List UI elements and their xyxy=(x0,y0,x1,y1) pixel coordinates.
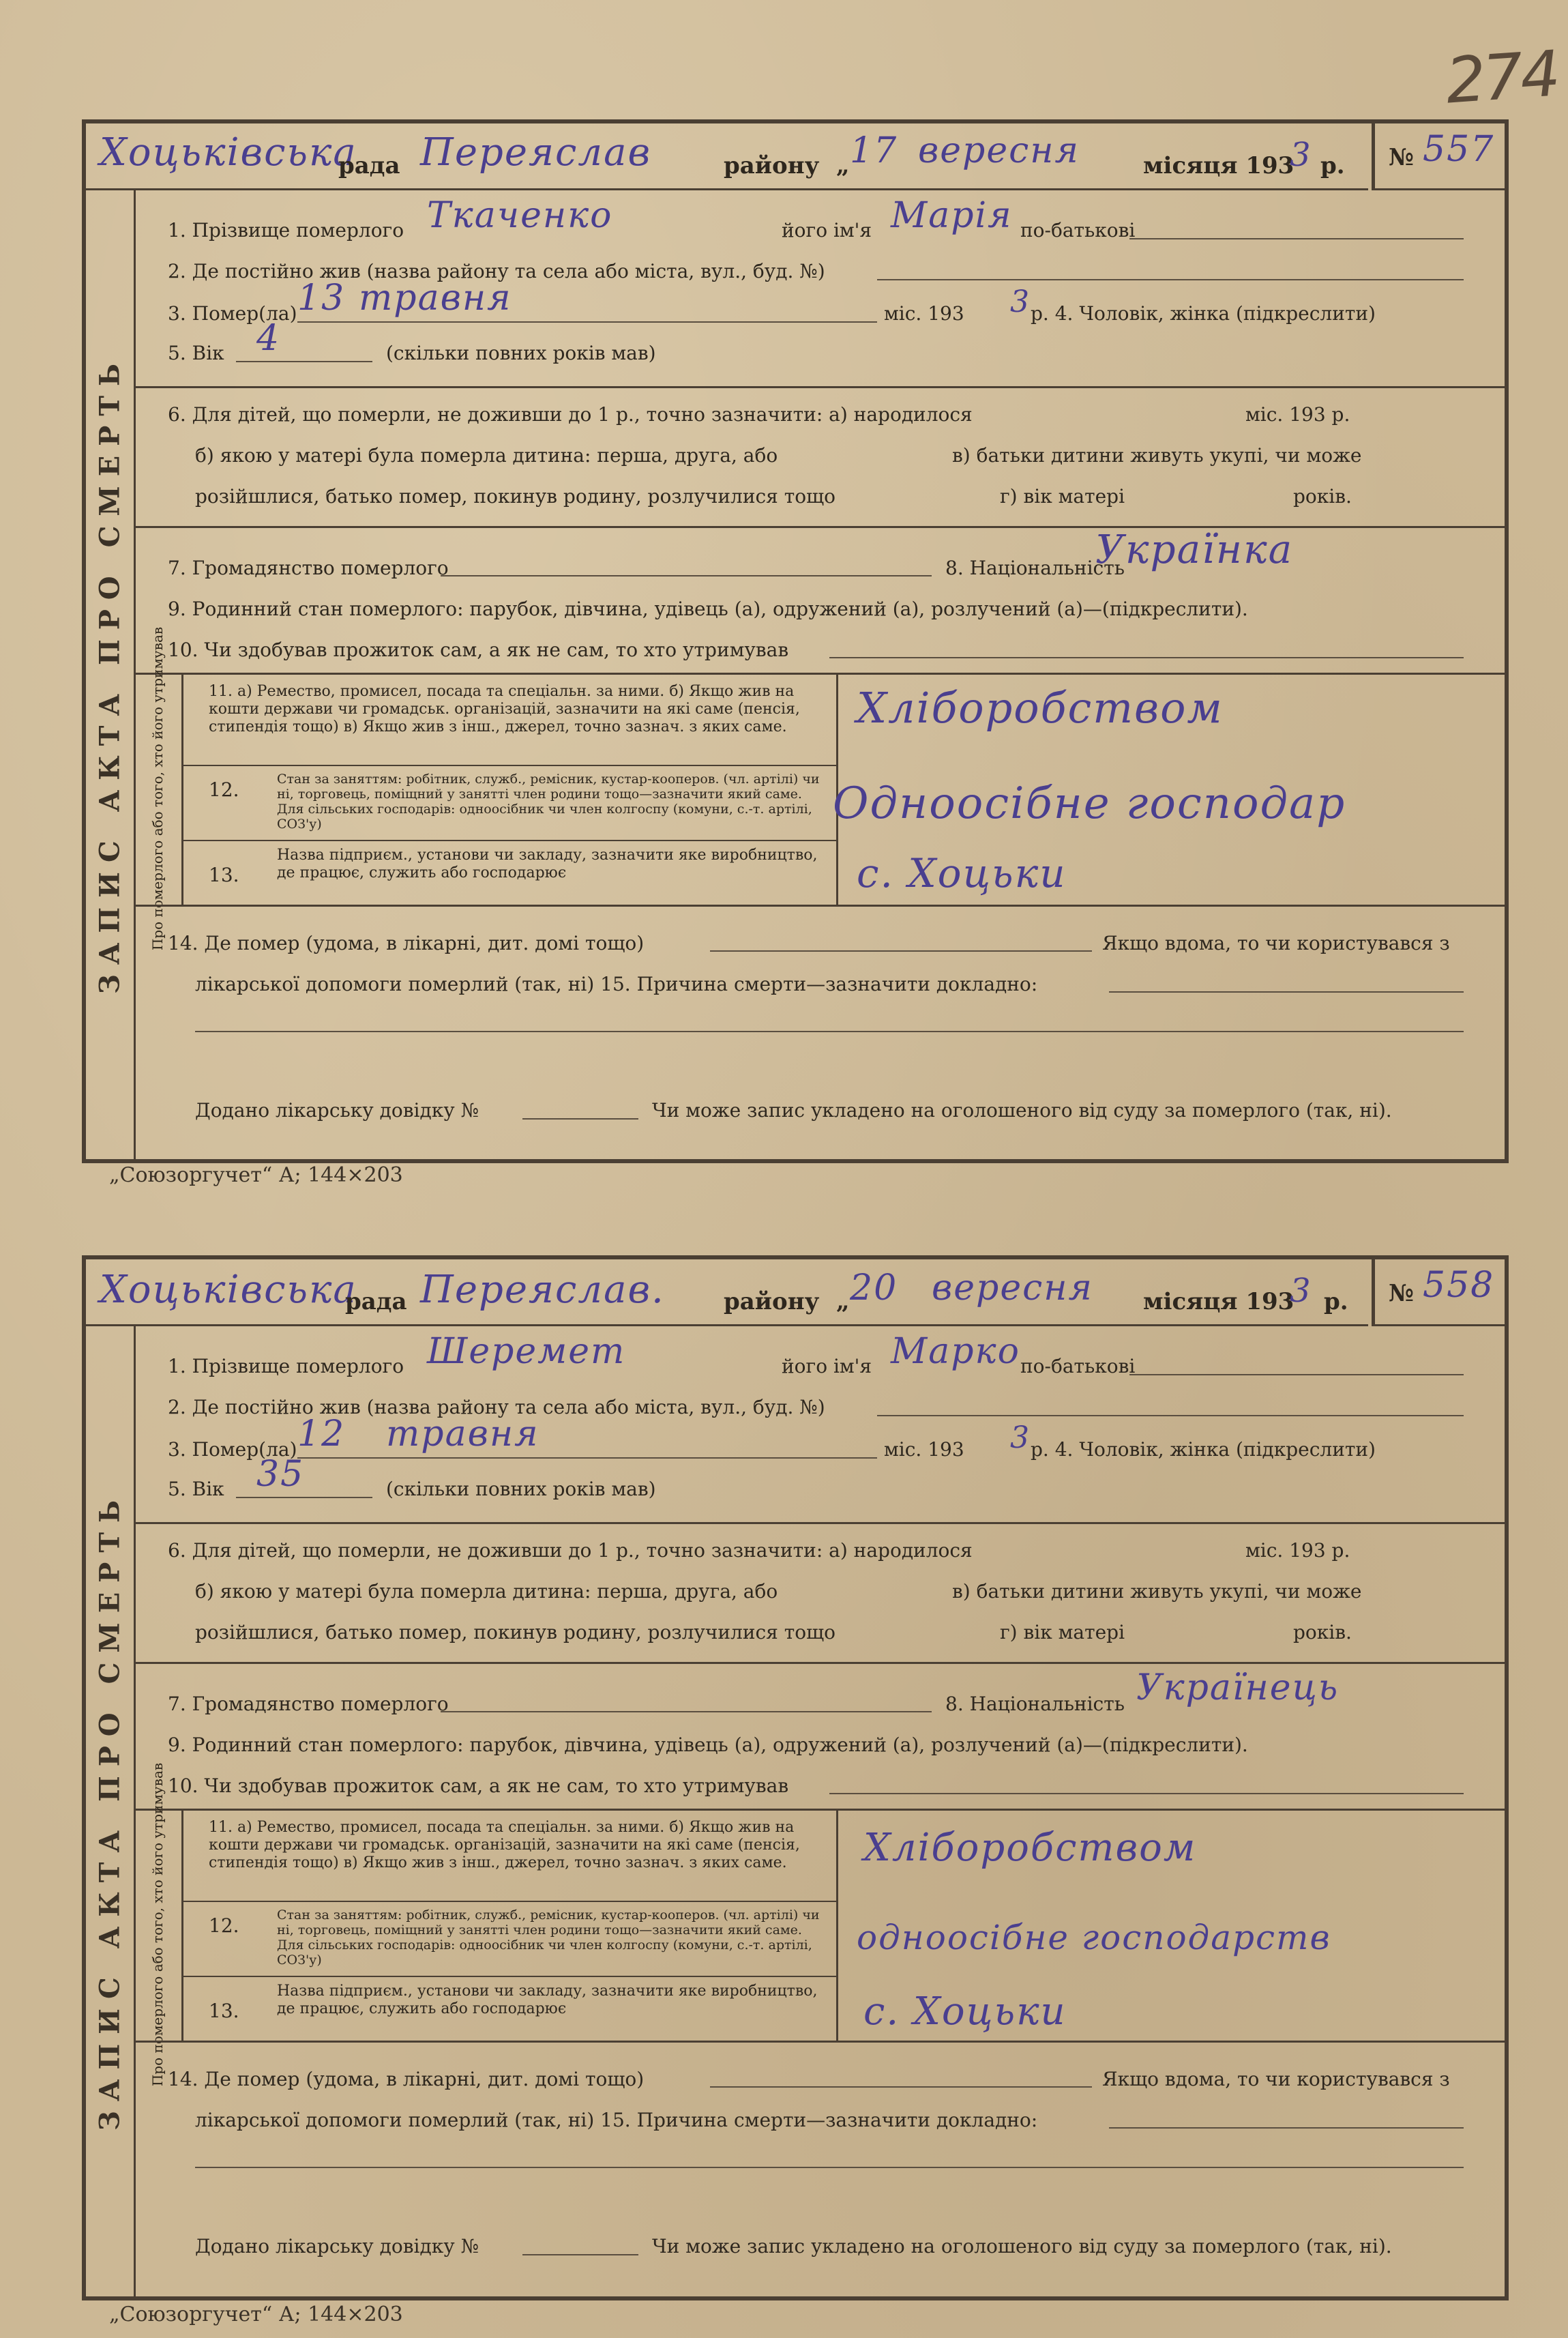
label-child-order: б) якою у матері була померла дитина: перша, друга, або xyxy=(195,1580,778,1603)
label-sex: р. 4. Чоловік, жінка (підкреслити) xyxy=(1031,1438,1376,1461)
label-children-born: 6. Для дітей, що померли, не доживши до 1 р., точно зазначити: а) народилося xyxy=(168,1539,973,1562)
label-children-born: 6. Для дітей, що померли, не доживши до 1 р., точно зазначити: а) народилося xyxy=(168,403,973,426)
side-small-note: Про померлого або того, хто його утримував xyxy=(149,626,166,951)
label-row-13: 13. xyxy=(209,864,239,886)
label-court: Чи може запис укладено на оголошеного від суду за померлого (так, ні). xyxy=(652,2235,1392,2257)
death-year: 3 xyxy=(1010,1420,1031,1455)
status-value: Одноосібне господар xyxy=(833,778,1346,829)
record-number: 557 xyxy=(1423,129,1495,170)
date-month: вересня xyxy=(918,130,1080,171)
nationality-value: Українка xyxy=(1095,526,1294,572)
label-marital: 9. Родинний стан померлого: парубок, дівчина, удівець (а), одружений (а), розлучений (а)—(підкреслити). xyxy=(168,598,1248,620)
label-at-home: Якщо вдома, то чи користувався з xyxy=(1102,2068,1450,2090)
label-years: років. xyxy=(1293,1621,1352,1643)
record-number-box xyxy=(1372,1259,1505,1326)
status-value: одноосібне господарств xyxy=(857,1918,1331,1957)
label-cause: лікарської допомоги померлий (так, ні) 15. Причина смерти—зазначити докладно: xyxy=(195,2109,1038,2131)
label-patronymic: по-батькові xyxy=(1020,1355,1136,1377)
label-row-13: 13. xyxy=(209,2000,239,2022)
label-parents: в) батьки дитини живуть укупі, чи може xyxy=(952,1580,1362,1603)
form-header: Хоцьківська рада Переяслав. району „ 20 вересня місяця 193 3 р. xyxy=(86,1259,1368,1326)
label-children-month: міс. 193 р. xyxy=(1245,403,1350,426)
label-mother-age: г) вік матері xyxy=(1000,1621,1125,1643)
date-year: 3 xyxy=(1290,136,1312,174)
label-child-order: б) якою у матері була померла дитина: перша, друга, або xyxy=(195,444,778,467)
workplace-value: с. Хоцьки xyxy=(863,1989,1067,2034)
record-number-box xyxy=(1372,123,1505,190)
month-label: місяця 193 xyxy=(1143,152,1295,179)
label-citizenship: 7. Громадянство померлого xyxy=(168,1693,449,1715)
surname-value: Шеремет xyxy=(427,1331,626,1372)
print-footer-1: „Союзоргучет“ А; 144×203 xyxy=(109,1163,403,1187)
label-at-home: Якщо вдома, то чи користувався з xyxy=(1102,932,1450,954)
label-employment-status: Стан за заняттям: робітник, служб., ремісник, кустар-кооперов. (чл. артілі) чи ні, торговець, поміщний у занятті член родини тощо—зазначити який саме. Для сільських господарів: одноосібник чи член колгоспу (комуни, с.-т. артілі, СОЗ'у) xyxy=(277,772,820,832)
label-death-date: 3. Помер(ла) xyxy=(168,302,297,325)
date-month: вересня xyxy=(932,1268,1093,1309)
death-day: 12 xyxy=(297,1414,346,1455)
label-workplace: Назва підприєм., установи чи закладу, зазначити яке виробництво, де працює, служить або господарює xyxy=(277,847,818,881)
form-header: Хоцьківська рада Переяслав району „ 17 вересня місяця 193 3 р. xyxy=(86,123,1368,190)
label-parents: в) батьки дитини живуть укупі, чи може xyxy=(952,444,1362,467)
label-age: 5. Вік xyxy=(168,342,224,364)
death-month: травня xyxy=(386,1414,539,1455)
date-year: 3 xyxy=(1290,1272,1312,1310)
age-value: 35 xyxy=(256,1454,305,1495)
number-label: № xyxy=(1389,1280,1414,1307)
name-value: Марко xyxy=(891,1331,1020,1372)
death-month: травня xyxy=(359,278,512,319)
label-name: його ім'я xyxy=(782,1355,872,1377)
label-row-12: 12. xyxy=(209,1914,239,1937)
label-surname: 1. Прізвище померлого xyxy=(168,1355,404,1377)
raion-value: Переяслав xyxy=(420,130,652,175)
label-place-of-death: 14. Де помер (удома, в лікарні, дит. домі тощо) xyxy=(168,932,645,954)
date-day: 20 xyxy=(850,1268,898,1309)
label-mother-age: г) вік матері xyxy=(1000,485,1125,508)
label-parents-status: розійшлися, батько помер, покинув родину, розлучилися тощо xyxy=(195,1621,835,1643)
label-occupation: 11. а) Ремество, промисел, посада та спеціальн. за ними. б) Якщо жив на кошти держави чи громадськ. організацій, зазначити на які саме (пенсія, стипендія тощо) в) Якщо жив з інш., джерел, точно зазнач. з яких саме. xyxy=(209,683,800,735)
print-footer-2: „Союзоргучет“ А; 144×203 xyxy=(109,2303,403,2326)
label-age: 5. Вік xyxy=(168,1478,224,1500)
occupation-value: Хліборобством xyxy=(857,683,1224,733)
label-years: років. xyxy=(1293,485,1352,508)
month-label: місяця 193 xyxy=(1143,1288,1295,1315)
label-surname: 1. Прізвище померлого xyxy=(168,219,404,242)
label-age-note: (скільки повних років мав) xyxy=(386,1478,656,1500)
workplace-value: с. Хоцьки xyxy=(857,850,1067,896)
label-livelihood: 10. Чи здобував прожиток сам, а як не сам, то хто утримував xyxy=(168,1774,789,1797)
record-number: 558 xyxy=(1423,1265,1495,1306)
number-label: № xyxy=(1389,144,1414,171)
label-livelihood: 10. Чи здобував прожиток сам, а як не сам, то хто утримував xyxy=(168,639,789,661)
archive-page-number: 274 xyxy=(1443,37,1560,118)
death-record-form-2 xyxy=(82,1255,1509,2300)
rada-label: рада xyxy=(338,152,400,179)
raion-label: району xyxy=(724,152,820,179)
year-suffix: р. xyxy=(1320,152,1345,179)
rada-label: рада xyxy=(345,1288,407,1315)
label-employment-status: Стан за заняттям: робітник, служб., ремісник, кустар-кооперов. (чл. артілі) чи ні, торговець, поміщний у занятті член родини тощо—зазначити який саме. Для сільських господарів: одноосібник чи член колгоспу (комуни, с.-т. артілі, СОЗ'у) xyxy=(277,1908,820,1968)
rada-value: Хоцьківська xyxy=(100,130,357,175)
death-record-form-1 xyxy=(82,119,1509,1163)
side-title: ЗАПИС АКТА ПРО СМЕРТЬ xyxy=(86,188,136,1159)
rada-value: Хоцьківська xyxy=(100,1268,357,1312)
raion-label: району xyxy=(724,1288,820,1315)
side-title: ЗАПИС АКТА ПРО СМЕРТЬ xyxy=(86,1324,136,2296)
label-parents-status: розійшлися, батько помер, покинув родину, розлучилися тощо xyxy=(195,485,835,508)
label-citizenship: 7. Громадянство померлого xyxy=(168,557,449,579)
label-cause: лікарської допомоги померлий (так, ні) 15. Причина смерти—зазначити докладно: xyxy=(195,973,1038,995)
label-death-month: міс. 193 xyxy=(884,302,964,325)
label-certificate: Додано лікарську довідку № xyxy=(195,1099,479,1122)
label-sex: р. 4. Чоловік, жінка (підкреслити) xyxy=(1031,302,1376,325)
occupation-value: Хліборобством xyxy=(863,1826,1197,1870)
age-value: 4 xyxy=(256,318,281,359)
label-certificate: Додано лікарську довідку № xyxy=(195,2235,479,2257)
death-year: 3 xyxy=(1010,284,1031,319)
label-court: Чи може запис укладено на оголошеного від суду за померлого (так, ні). xyxy=(652,1099,1392,1122)
nationality-value: Українець xyxy=(1136,1667,1340,1708)
label-marital: 9. Родинний стан померлого: парубок, дівчина, удівець (а), одружений (а), розлучений (а)—(підкреслити). xyxy=(168,1734,1248,1756)
label-death-month: міс. 193 xyxy=(884,1438,964,1461)
label-age-note: (скільки повних років мав) xyxy=(386,342,656,364)
name-value: Марія xyxy=(891,195,1013,236)
label-death-date: 3. Помер(ла) xyxy=(168,1438,297,1461)
label-patronymic: по-батькові xyxy=(1020,219,1136,242)
year-suffix: р. xyxy=(1324,1288,1348,1315)
label-place-of-death: 14. Де помер (удома, в лікарні, дит. домі тощо) xyxy=(168,2068,645,2090)
raion-value: Переяслав. xyxy=(420,1268,665,1312)
label-name: його ім'я xyxy=(782,219,872,242)
death-day: 13 xyxy=(297,278,346,319)
label-nationality: 8. Національність xyxy=(945,557,1125,579)
label-residence: 2. Де постійно жив (назва району та села або міста, вул., буд. №) xyxy=(168,260,825,282)
side-small-note: Про померлого або того, хто його утримував xyxy=(149,1762,166,2087)
label-row-12: 12. xyxy=(209,778,239,801)
date-day: 17 xyxy=(850,130,898,171)
label-nationality: 8. Національність xyxy=(945,1693,1125,1715)
surname-value: Ткаченко xyxy=(427,195,613,236)
label-children-month: міс. 193 р. xyxy=(1245,1539,1350,1562)
label-occupation: 11. а) Ремество, промисел, посада та спеціальн. за ними. б) Якщо жив на кошти держави чи громадськ. організацій, зазначити на які саме (пенсія, стипендія тощо) в) Якщо жив з інш., джерел, точно зазнач. з яких саме. xyxy=(209,1819,800,1871)
label-workplace: Назва підприєм., установи чи закладу, зазначити яке виробництво, де працює, служить або господарює xyxy=(277,1983,818,2017)
label-residence: 2. Де постійно жив (назва району та села або міста, вул., буд. №) xyxy=(168,1396,825,1418)
